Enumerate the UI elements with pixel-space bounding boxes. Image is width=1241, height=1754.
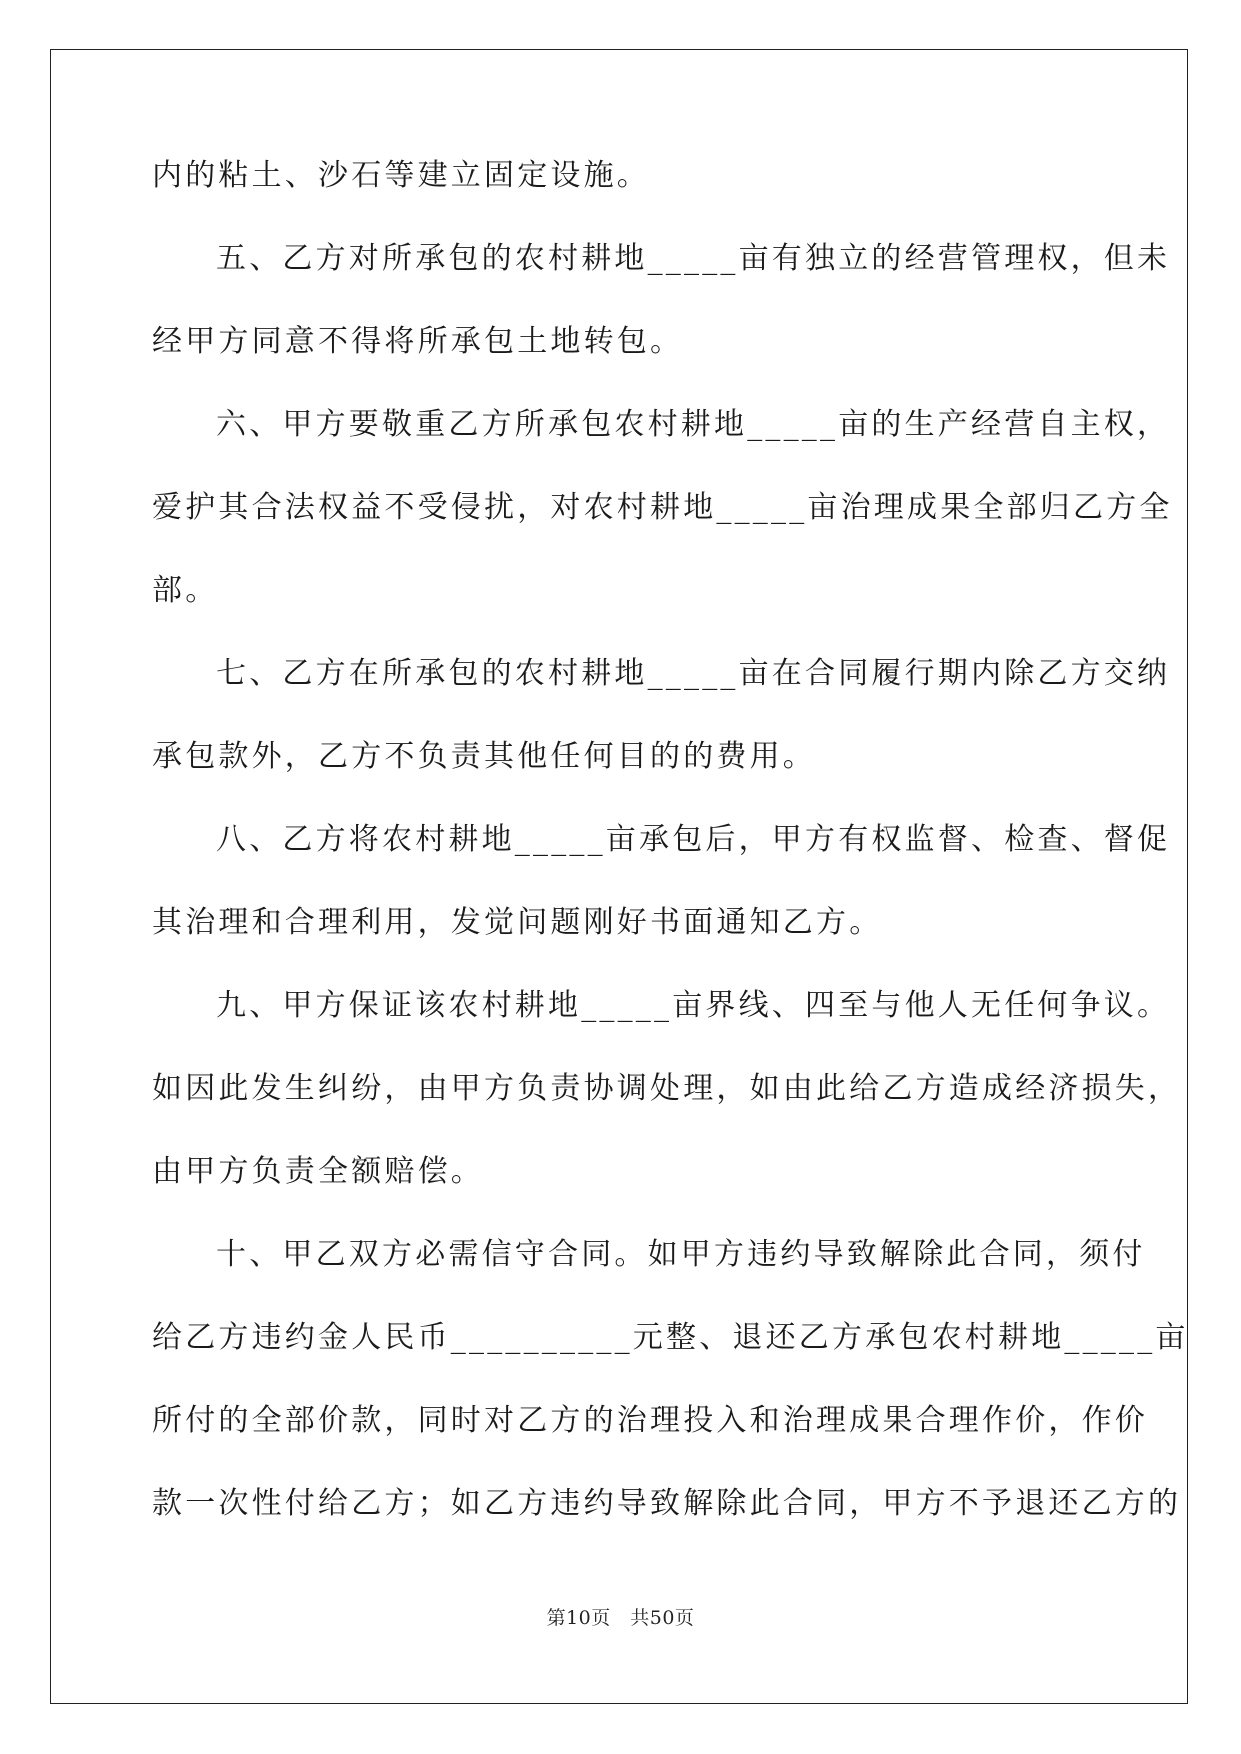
document-body <box>152 155 1189 1566</box>
text-line: 给乙方违约金人民币__________元整、退还乙方承包农村耕地_____亩 <box>152 1320 1189 1355</box>
page-number-footer: 第10页 共50页 <box>546 1607 695 1629</box>
text-line: 八、乙方将农村耕地_____亩承包后，甲方有权监督、检查、督促 <box>216 822 1171 857</box>
text-line: 内的粘土、沙石等建立固定设施。 <box>152 158 650 193</box>
text-line: 由甲方负责全额赔偿。 <box>152 1154 484 1189</box>
text-line: 六、甲方要敬重乙方所承包农村耕地_____亩的生产经营自主权， <box>216 407 1171 442</box>
text-line: 七、乙方在所承包的农村耕地_____亩在合同履行期内除乙方交纳 <box>216 656 1171 691</box>
text-line: 部。 <box>152 573 219 608</box>
text-line: 经甲方同意不得将所承包土地转包。 <box>152 324 684 359</box>
text-line: 其治理和合理利用，发觉问题刚好书面通知乙方。 <box>152 905 883 940</box>
text-line: 爱护其合法权益不受侵扰，对农村耕地_____亩治理成果全部归乙方全 <box>152 490 1173 525</box>
text-line: 承包款外，乙方不负责其他任何目的的费用。 <box>152 739 816 774</box>
text-line: 如因此发生纠纷，由甲方负责协调处理，如由此给乙方造成经济损失， <box>152 1071 1182 1106</box>
text-line: 九、甲方保证该农村耕地_____亩界线、四至与他人无任何争议。 <box>216 988 1171 1023</box>
text-line: 所付的全部价款，同时对乙方的治理投入和治理成果合理作价，作价 <box>152 1403 1148 1438</box>
text-line: 款一次性付给乙方；如乙方违约导致解除此合同，甲方不予退还乙方的 <box>152 1486 1182 1521</box>
text-line: 十、甲乙双方必需信守合同。如甲方违约导致解除此合同，须付 <box>216 1237 1146 1272</box>
text-line: 五、乙方对所承包的农村耕地_____亩有独立的经营管理权，但未 <box>216 241 1171 276</box>
